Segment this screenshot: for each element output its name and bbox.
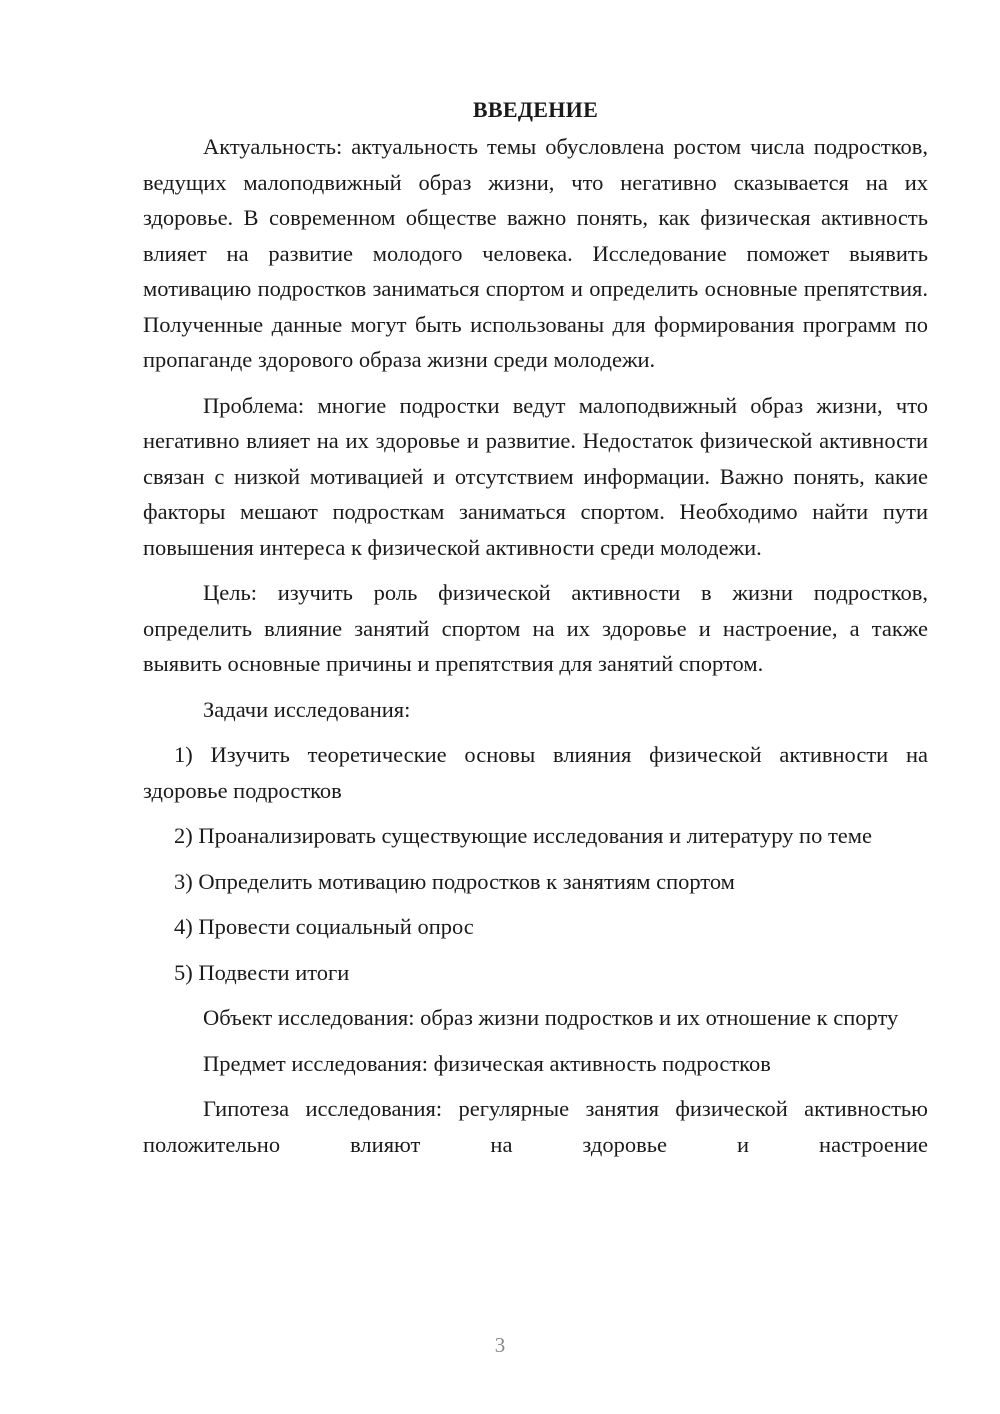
task-item-2: 2) Проанализировать существующие исследования и литературу по теме: [174, 823, 872, 848]
task-item-3: 3) Определить мотивацию подростков к занятиям спортом: [174, 868, 735, 894]
page-number: 3: [494, 1333, 506, 1357]
tasks-heading: Задачи исследования:: [203, 696, 411, 722]
relevance-paragraph: Актуальность: актуальность темы обусловлена ростом числа подростков, ведущих малоподвижный образ жизни, что негативно сказывается на их здоровье. В современном обществе важно понять, как физическая активность влияет на развитие молодого человека. Исследование поможет выявить мотивацию подростков заниматься спортом и определить основные препятствия. Полученные данные могут быть использованы для формирования программ по пропаганде здорового образа жизни среди молодежи.: [143, 134, 928, 372]
task-item-1: 1) Изучить теоретические основы влияния физической активности на здоровье подростков: [143, 742, 928, 803]
goal-paragraph: Цель: изучить роль физической активности в жизни подростков, определить влияние занятий спортом на их здоровье и настроение, а также выявить основные причины и препятствия для занятий спортом.: [143, 580, 928, 676]
problem-paragraph: Проблема: многие подростки ведут малоподвижный образ жизни, что негативно влияет на их здоровье и развитие. Недостаток физической активности связан с низкой мотивацией и отсутствием информации. Важно понять, какие факторы мешают подросткам заниматься спортом. Необходимо найти пути повышения интереса к физической активности среди молодежи.: [143, 392, 928, 560]
document-page: [143, 95, 928, 1172]
task-item-4: 4) Провести социальный опрос: [174, 914, 474, 939]
task-item-5: 5) Подвести итоги: [174, 959, 350, 985]
subject-paragraph: Предмет исследования: физическая активность подростков: [203, 1050, 771, 1076]
hypothesis-paragraph: Гипотеза исследования: регулярные занятия физической активностью положительно влияют на здоровье и настроение: [143, 1096, 928, 1157]
object-paragraph: Объект исследования: образ жизни подростков и их отношение к спорту: [203, 1005, 899, 1030]
section-title: ВВЕДЕНИЕ: [472, 97, 599, 122]
